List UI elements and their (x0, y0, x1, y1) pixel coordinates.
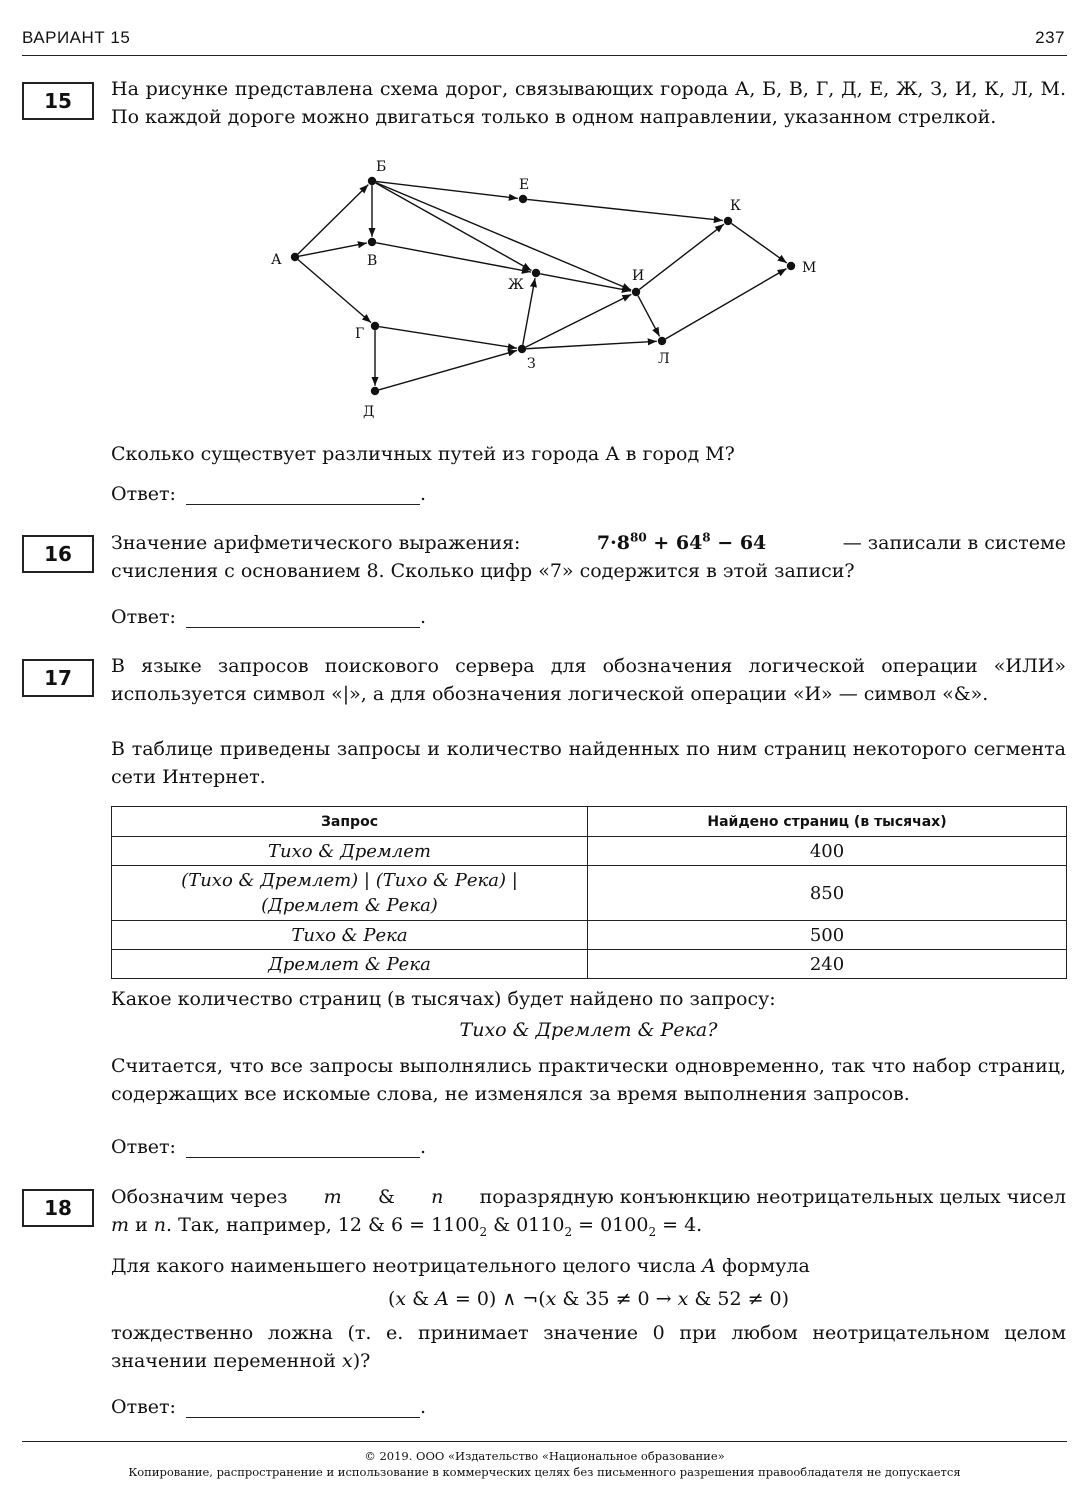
task-18-text: значении переменной (111, 1350, 336, 1372)
count-cell: 400 (588, 837, 1067, 866)
task-18-text: формула (721, 1255, 810, 1277)
expr-64b: 64 (739, 532, 767, 554)
task-18-line-3 (111, 1253, 810, 1281)
road-arrow (526, 294, 632, 347)
city-node (371, 322, 379, 330)
var-x: x (545, 1288, 557, 1310)
road-arrow (527, 199, 723, 220)
road-graph (0, 0, 1087, 430)
expr-exp-8: 8 (702, 530, 711, 545)
query-cell-line-2: (Дремлет & Река) (261, 895, 438, 916)
road-arrow (540, 274, 631, 291)
task-17-query: Тихо & Дремлет & Река? (459, 1019, 718, 1041)
task-18-text: = 4. (656, 1214, 703, 1236)
subscript: 2 (648, 1224, 657, 1239)
city-label: Д (363, 404, 375, 420)
var-x: x (342, 1350, 353, 1372)
road-arrow (298, 260, 371, 323)
formula-part: & 52 ≠ 0) (688, 1288, 790, 1310)
city-node (368, 238, 376, 246)
task-15-number: 15 (22, 82, 94, 120)
task-18-line-4: тождественно ложна (т. е. принимает значение 0 при любом неотрицательном целом (111, 1322, 1066, 1344)
task-17-intro: В языке запросов поискового сервера для обозначения логической операции «ИЛИ» используется символ «|», а для обозначения логической операции «И» — символ «&». (111, 655, 1066, 705)
task-17-question: Какое количество страниц (в тысячах) будет найдено по запросу: (111, 988, 776, 1010)
task-18-line-5 (111, 1348, 370, 1376)
table-header-row (112, 807, 1067, 837)
var-x: x (677, 1288, 689, 1310)
city-label: Ж (508, 277, 524, 293)
answer-end: . (419, 606, 426, 628)
road-arrow (379, 327, 517, 349)
expr-8: 8 (616, 532, 630, 554)
task-18-text: & 0110 (487, 1214, 565, 1236)
city-label: М (802, 260, 817, 276)
footer-notice: Копирование, распространение и использование в коммерческих целях без письменного разрешения правообладателя не допускается (128, 1465, 961, 1479)
road-arrow (523, 278, 535, 345)
answer-end: . (419, 1396, 426, 1418)
city-label: А (271, 252, 282, 268)
expr-dot: · (610, 532, 617, 554)
city-label: Л (658, 351, 670, 367)
task-15-question: Сколько существует различных путей из города А в город М? (111, 443, 735, 465)
answer-end: . (419, 1136, 426, 1158)
task-18-answer-field[interactable] (186, 1398, 420, 1418)
formula-part: = 0) ∧ ¬( (448, 1288, 546, 1310)
task-16-line-2: счисления с основанием 8. Сколько цифр «7» содержится в этой записи? (111, 560, 855, 582)
footer-divider (22, 1441, 1067, 1442)
query-cell-line-1: (Тихо & Дремлет) | (Тихо & Река) | (181, 870, 518, 891)
answer-label: Ответ: (111, 483, 176, 505)
task-18-formula (111, 1288, 1066, 1310)
task-18-text: )? (352, 1350, 371, 1372)
var-A: A (702, 1255, 716, 1277)
subscript: 2 (564, 1224, 573, 1239)
expr-minus: − (717, 532, 734, 554)
city-node (368, 177, 376, 185)
var-A: A (435, 1288, 449, 1310)
formula-part: ( (387, 1288, 396, 1310)
task-18-text: поразрядную конъюнкцию неотрицательных целых чисел (479, 1186, 1066, 1208)
city-label: Б (376, 159, 387, 175)
var-x: x (395, 1288, 407, 1310)
task-16-number: 16 (22, 535, 94, 573)
city-node (291, 253, 299, 261)
task-16-expression (597, 530, 766, 558)
city-node (518, 345, 526, 353)
subscript: 2 (479, 1224, 488, 1239)
table-header: Запрос (112, 807, 588, 837)
city-label: К (730, 198, 741, 214)
task-18-number: 18 (22, 1189, 94, 1227)
answer-label: Ответ: (111, 1396, 176, 1418)
task-18-line-1 (111, 1184, 1066, 1212)
task-15-answer-field[interactable] (186, 485, 420, 505)
formula-part: & (406, 1288, 436, 1310)
count-cell: 850 (588, 866, 1067, 921)
city-node (658, 337, 666, 345)
formula-part: & 35 ≠ 0 → (556, 1288, 678, 1310)
answer-label: Ответ: (111, 1136, 176, 1158)
expr-exp-80: 80 (629, 530, 647, 545)
footer-copyright: © 2019. ООО «Издательство «Национальное образование» (364, 1449, 725, 1463)
city-node (519, 195, 527, 203)
road-arrow (376, 183, 631, 290)
road-arrow (638, 296, 660, 337)
table-row (112, 950, 1067, 979)
task-17-note: Считается, что все запросы выполнялись практически одновременно, так что набор страниц, содержащих все искомые слова, не изменялся за время выполнения запросов. (111, 1055, 1066, 1105)
var-n: n (153, 1214, 167, 1236)
task-17-intro-2: В таблице приведены запросы и количество найденных по ним страниц некоторого сегмента сети Интернет. (111, 738, 1066, 788)
task-18-text: и (135, 1214, 148, 1236)
task-18-text: Обозначим через (111, 1186, 288, 1208)
road-arrow (731, 223, 786, 263)
task-15-intro: На рисунке представлена схема дорог, связывающих города А, Б, В, Г, Д, Е, Ж, З, И, К, Л, М. По каждой дороге можно двигаться только в одном направлении, указанном стрелкой. (111, 78, 1066, 128)
road-arrow (379, 350, 517, 389)
task-16-text-b: — записали в системе (842, 532, 1066, 554)
query-cell: Дремлет & Река (112, 950, 588, 979)
query-cell: Тихо & Река (112, 921, 588, 950)
answer-label: Ответ: (111, 606, 176, 628)
expr-plus: + (653, 532, 670, 554)
road-arrow (666, 269, 787, 339)
road-arrow (526, 341, 657, 348)
road-arrow (298, 185, 368, 254)
answer-end: . (419, 483, 426, 505)
variant-title: ВАРИАНТ 15 (22, 28, 131, 47)
city-label: Г (355, 326, 365, 342)
city-node (371, 387, 379, 395)
task-17-answer-field[interactable] (186, 1138, 420, 1158)
task-18-answer (111, 1396, 426, 1418)
amp: & (377, 1186, 395, 1208)
task-17-answer (111, 1136, 426, 1158)
var-n: n (431, 1186, 444, 1208)
query-table (111, 806, 1067, 979)
city-label: З (527, 356, 536, 372)
city-node (787, 262, 795, 270)
city-label: В (367, 253, 378, 269)
task-16-text-a: Значение арифметического выражения: (111, 532, 521, 554)
page-number: 237 (1035, 28, 1065, 47)
count-cell: 500 (588, 921, 1067, 950)
task-16-answer (111, 606, 426, 628)
task-15-answer (111, 483, 426, 505)
table-row (112, 837, 1067, 866)
table-row (112, 921, 1067, 950)
task-18-line-2 (111, 1212, 702, 1240)
query-cell (112, 866, 588, 921)
count-cell: 240 (588, 950, 1067, 979)
task-18-text: = 0100 (572, 1214, 649, 1236)
city-label: И (632, 268, 645, 284)
task-18-text: Для какого наименьшего неотрицательного целого числа (111, 1255, 697, 1277)
table-header: Найдено страниц (в тысячах) (588, 807, 1067, 837)
city-node (532, 269, 540, 277)
var-m: m (111, 1214, 130, 1236)
expr-7: 7 (596, 532, 611, 554)
city-label: Е (519, 177, 530, 193)
query-cell: Тихо & Дремлет (112, 837, 588, 866)
task-16-line-1 (111, 530, 1066, 558)
expr-64: 64 (675, 532, 703, 554)
table-row (112, 866, 1067, 921)
task-17-number: 17 (22, 659, 94, 697)
var-m: m (323, 1186, 342, 1208)
task-18-text: . Так, например, 12 & 6 = 1100 (166, 1214, 480, 1236)
road-arrow (639, 224, 724, 289)
city-node (632, 288, 640, 296)
road-arrow (299, 243, 367, 256)
city-node (724, 217, 732, 225)
task-16-answer-field[interactable] (186, 608, 420, 628)
